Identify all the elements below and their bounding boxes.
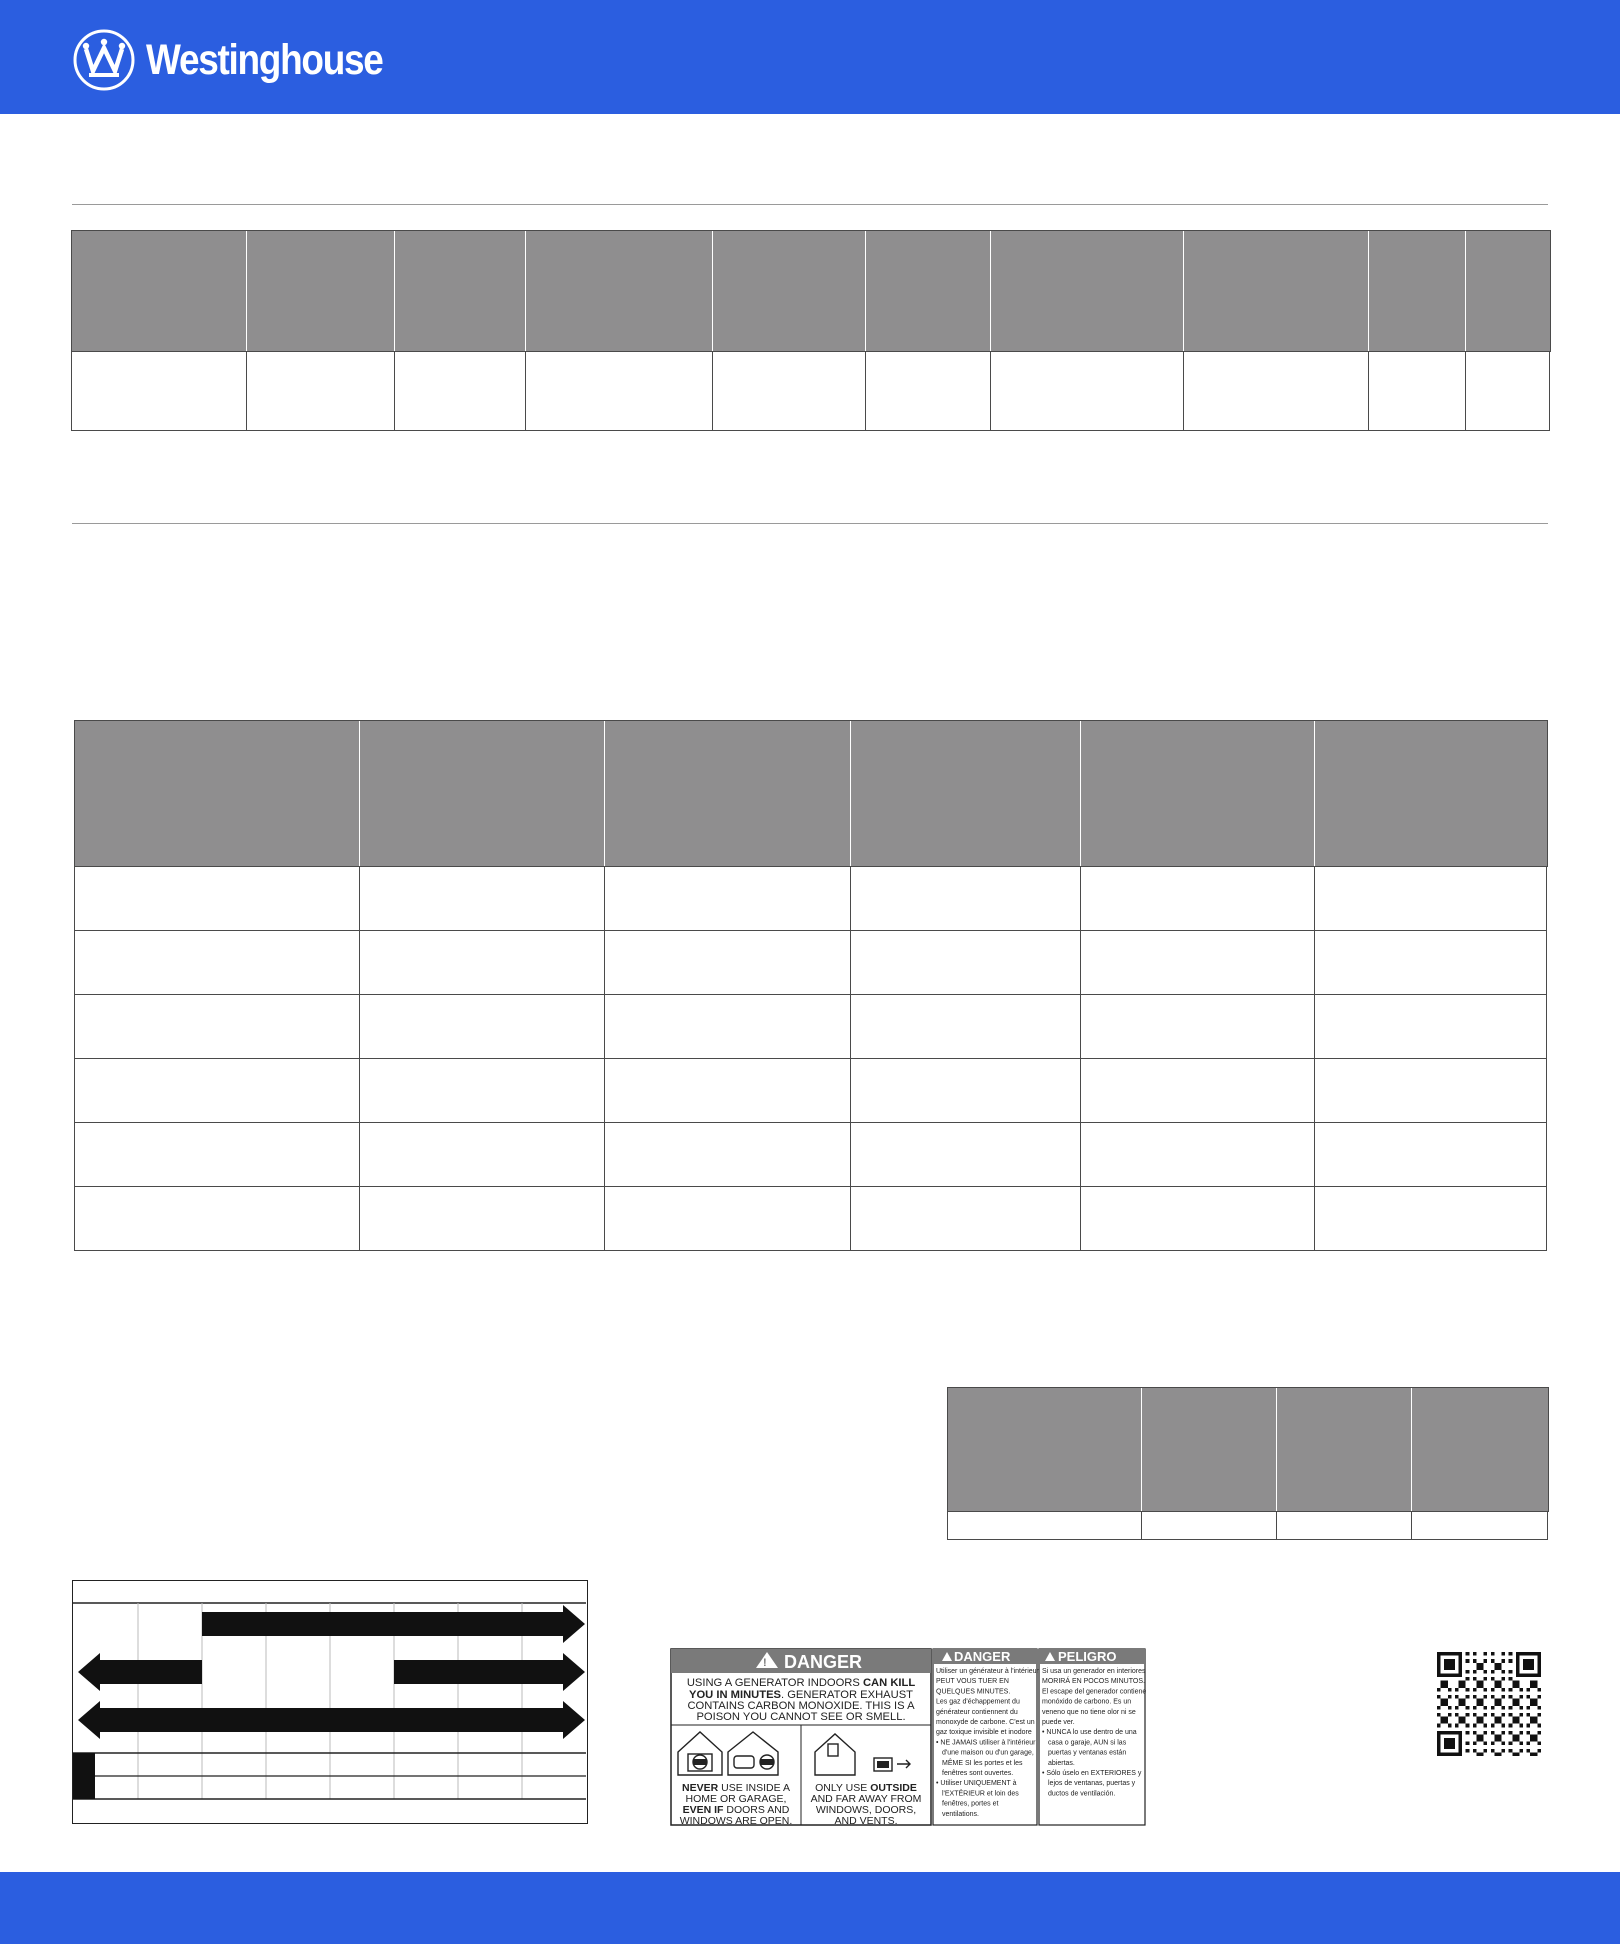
header-cell [1142, 1388, 1277, 1511]
header-cell [1315, 721, 1547, 866]
svg-text:HOME OR GARAGE,: HOME OR GARAGE, [685, 1793, 787, 1805]
danger-text-line: gaz toxique invisible et inodore [936, 1729, 1032, 1737]
table-cell [1081, 1058, 1315, 1122]
table-cell [851, 1186, 1081, 1250]
header-cell [1412, 1388, 1548, 1511]
table-row [75, 1186, 1547, 1250]
danger-text-line: générateur contiennent du [936, 1708, 1018, 1716]
table-cell [605, 1058, 851, 1122]
table-cell [75, 994, 360, 1058]
danger-label-graphic [670, 1648, 1146, 1826]
table-cell [1184, 351, 1369, 430]
danger-text-line: MÊME SI les portes et les [942, 1759, 1023, 1767]
table-cell [75, 866, 360, 930]
header-cell [1184, 231, 1369, 351]
svg-text:YOU IN MINUTES. GENERATOR EXHA: YOU IN MINUTES. GENERATOR EXHAUST [689, 1689, 913, 1701]
table-cell [851, 930, 1081, 994]
footer-bar [0, 1872, 1620, 1944]
table-cell [360, 1122, 605, 1186]
danger-text-line: ventilations. [942, 1810, 979, 1818]
svg-text:NEVER USE INSIDE A: NEVER USE INSIDE A [682, 1782, 790, 1794]
table-cell [605, 994, 851, 1058]
table-cell [1081, 866, 1315, 930]
table-cell [360, 866, 605, 930]
table-cell [1081, 994, 1315, 1058]
small-spec-table [947, 1388, 1548, 1540]
header-cell [247, 231, 395, 351]
table-cell [360, 930, 605, 994]
danger-text-line: abiertas. [1048, 1759, 1075, 1767]
svg-text:POISON YOU CANNOT SEE OR SMELL: POISON YOU CANNOT SEE OR SMELL. [696, 1711, 906, 1723]
danger-text-line: puede ver. [1042, 1719, 1075, 1726]
danger-text-line: casa o garaje, AUN si las [1048, 1739, 1127, 1747]
danger-text-line: Les gaz d'échappement du [936, 1698, 1020, 1706]
danger-text-line: MORIRÁ EN POCOS MINUTOS. [1042, 1678, 1145, 1686]
table-cell [247, 351, 395, 430]
table-cell [72, 351, 247, 430]
table-row [72, 351, 1550, 430]
table-cell [1466, 351, 1550, 430]
table-cell [605, 1186, 851, 1250]
svg-text:EVEN IF DOORS AND: EVEN IF DOORS AND [682, 1804, 790, 1816]
table-cell [1315, 994, 1547, 1058]
carbon-monoxide-danger-label [670, 1648, 1146, 1831]
table-cell [1315, 866, 1547, 930]
table-row [75, 866, 1547, 930]
table-cell [1412, 1511, 1548, 1539]
danger-text-line: • NUNCA lo use dentro de una [1042, 1729, 1137, 1737]
svg-text:WINDOWS ARE OPEN.: WINDOWS ARE OPEN. [679, 1815, 793, 1826]
danger-text-line: d'une maison ou d'un garage, [942, 1749, 1034, 1757]
danger-text-line: Utiliser un générateur à l'intérieur [936, 1668, 1039, 1675]
table-cell [395, 351, 526, 430]
header-cell [526, 231, 713, 351]
table-cell [1369, 351, 1466, 430]
table-cell [605, 866, 851, 930]
westinghouse-logo[interactable] [72, 28, 421, 92]
table-cell [991, 351, 1184, 430]
header-cell [605, 721, 851, 866]
svg-text:CONTAINS CARBON MONOXIDE. THIS: CONTAINS CARBON MONOXIDE. THIS IS A [687, 1700, 915, 1712]
table-row [75, 1058, 1547, 1122]
table-header-row [75, 721, 1547, 866]
header-cell [75, 721, 360, 866]
runtime-table [74, 721, 1547, 1251]
table-cell [1081, 930, 1315, 994]
svg-text:WINDOWS, DOORS,: WINDOWS, DOORS, [815, 1804, 917, 1816]
table-cell [1081, 1122, 1315, 1186]
table-cell [1315, 930, 1547, 994]
header-cell [1081, 721, 1315, 866]
table-cell [605, 930, 851, 994]
table-cell [526, 351, 713, 430]
table-cell [1315, 1122, 1547, 1186]
range-arrow [78, 1701, 585, 1739]
table-cell [851, 1058, 1081, 1122]
header-cell [72, 231, 247, 351]
table-header-row [72, 231, 1550, 351]
danger-title-spanish: PELIGRO [1058, 1649, 1117, 1664]
table-cell [360, 1058, 605, 1122]
danger-text-line: lejos de ventanas, puertas y [1048, 1780, 1136, 1788]
section-divider [72, 523, 1548, 524]
danger-intro-1: USING A GENERATOR INDOORS CAN KILL [686, 1677, 916, 1689]
range-arrow [78, 1653, 202, 1691]
section-divider [72, 204, 1548, 205]
danger-text-line: QUELQUES MINUTES. [936, 1688, 1011, 1696]
danger-text-line: fenêtres, portes et [942, 1800, 999, 1808]
westinghouse-w-logo-icon [72, 28, 136, 92]
header-cell [1466, 231, 1550, 351]
table-cell [1142, 1511, 1277, 1539]
danger-text-line: Si usa un generador en interiores [1042, 1668, 1146, 1675]
table-row [948, 1511, 1548, 1539]
danger-text-line: monoxyde de carbone. C'est un [936, 1719, 1035, 1726]
qr-code-icon[interactable] [1437, 1652, 1541, 1756]
table-cell [75, 1058, 360, 1122]
operating-range-chart-graphic [73, 1581, 586, 1822]
danger-text-line: monóxido de carbono. Es un [1042, 1698, 1132, 1706]
header-bar [0, 0, 1620, 114]
danger-text-line: • NE JAMAIS utiliser à l'intérieur [936, 1739, 1036, 1747]
range-arrow [394, 1653, 585, 1691]
brand-name: Westinghouse [146, 35, 383, 84]
header-cell [866, 231, 991, 351]
danger-text-line: ductos de ventilación. [1048, 1790, 1116, 1798]
table-cell [1315, 1186, 1547, 1250]
table-cell [360, 994, 605, 1058]
table-cell [851, 866, 1081, 930]
operating-range-chart [72, 1580, 588, 1824]
svg-text:AND FAR AWAY FROM: AND FAR AWAY FROM [810, 1793, 922, 1805]
header-cell [1277, 1388, 1412, 1511]
danger-title-french: DANGER [954, 1649, 1011, 1664]
table-cell [360, 1186, 605, 1250]
specs-table [71, 231, 1550, 431]
table-cell [1081, 1186, 1315, 1250]
svg-text:ONLY USE OUTSIDE: ONLY USE OUTSIDE [815, 1782, 917, 1794]
svg-text:!: ! [763, 1657, 767, 1669]
danger-text-line: puertas y ventanas están [1048, 1749, 1127, 1757]
table-row [75, 930, 1547, 994]
danger-text-line: PEUT VOUS TUER EN [936, 1678, 1009, 1686]
danger-text-line: fenêtres sont ouvertes. [942, 1770, 1014, 1777]
table-cell [75, 1186, 360, 1250]
danger-text-line: l'EXTÉRIEUR et loin des [942, 1790, 1019, 1798]
danger-text-line: • Utiliser UNIQUEMENT à [936, 1780, 1017, 1788]
table-cell [605, 1122, 851, 1186]
table-cell [75, 1122, 360, 1186]
danger-title: DANGER [784, 1652, 863, 1672]
table-cell [851, 1122, 1081, 1186]
header-cell [948, 1388, 1142, 1511]
table-row [75, 1122, 1547, 1186]
table-cell [1315, 1058, 1547, 1122]
danger-text-line: • Sólo úselo en EXTERIORES y [1042, 1770, 1142, 1777]
table-cell [1277, 1511, 1412, 1539]
header-cell [851, 721, 1081, 866]
header-cell [1369, 231, 1466, 351]
table-header-row [948, 1388, 1548, 1511]
svg-text:AND VENTS.: AND VENTS. [834, 1815, 898, 1826]
table-row [75, 994, 1547, 1058]
table-cell [713, 351, 866, 430]
table-cell [851, 994, 1081, 1058]
danger-text-line: veneno que no tiene olor ni se [1042, 1708, 1136, 1716]
table-cell [948, 1511, 1142, 1539]
header-cell [713, 231, 866, 351]
danger-text-line: El escape del generador contiene [1042, 1688, 1146, 1696]
header-cell [395, 231, 526, 351]
table-cell [866, 351, 991, 430]
table-cell [75, 930, 360, 994]
header-cell [991, 231, 1184, 351]
header-cell [360, 721, 605, 866]
